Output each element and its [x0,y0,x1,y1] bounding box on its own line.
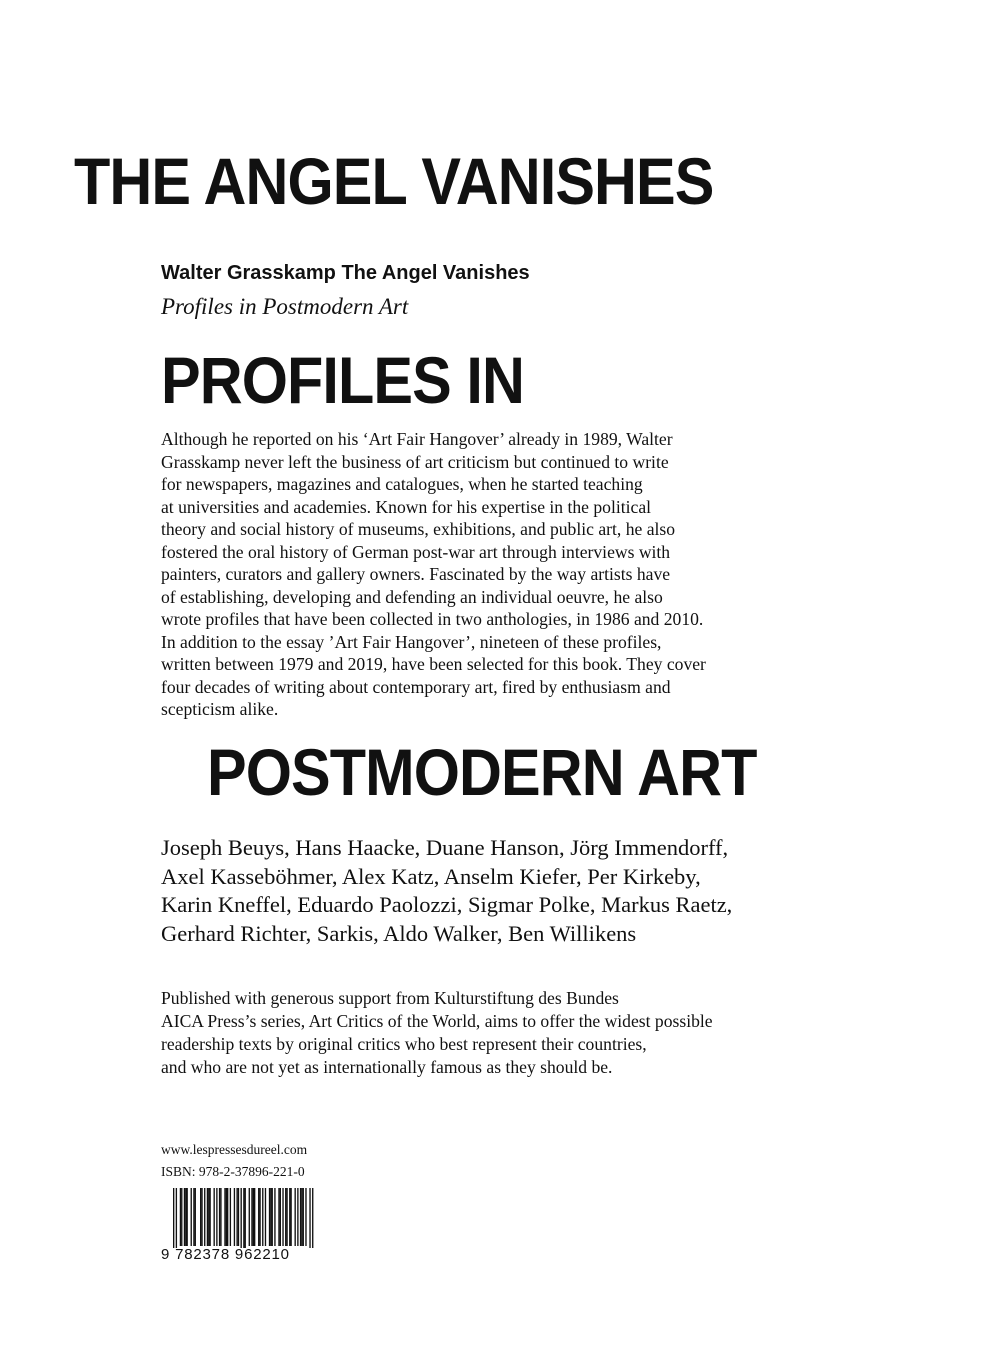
barcode-bar [230,1188,231,1246]
artists-line: Joseph Beuys, Hans Haacke, Duane Hanson, Jörg Immendorff, [161,835,729,860]
barcode-bar [227,1188,228,1246]
barcode-bar [191,1188,192,1246]
isbn-barcode [161,1188,321,1268]
barcode-bar [309,1188,310,1248]
barcode-bar [173,1188,174,1248]
barcode-bar [245,1188,246,1248]
barcode-bar [282,1188,283,1246]
blurb-line: Grasskamp never left the business of art criticism but continued to write [161,451,669,472]
barcode-bar [207,1188,208,1246]
barcode-bar [258,1188,259,1246]
artists-line: Gerhard Richter, Sarkis, Aldo Walker, Ben Willikens [161,920,637,946]
barcode-bars [161,1188,321,1248]
barcode-bar [193,1188,194,1246]
barcode-bar [185,1188,186,1246]
cover-title: THE ANGEL VANISHES [74,144,714,218]
artists-list [161,834,732,948]
barcode-bar [234,1188,235,1246]
barcode-bar [216,1188,217,1246]
barcode-bar [187,1188,188,1246]
blurb-line: at universities and academies. Known for his expertise in the political [161,496,652,517]
publisher-line: AICA Press’s series, Art Critics of the World, aims to offer the widest possible [161,1011,713,1031]
blurb-line: for newspapers, magazines and catalogues, when he started teaching [161,474,643,494]
publisher-website: www.lespressesdureel.com [161,1142,308,1157]
barcode-bar [181,1188,182,1246]
blurb-line: written between 1979 and 2019, have been selected for this book. They cover [161,654,706,674]
blurb-line: scepticism alike. [161,699,279,719]
barcode-bar [184,1188,185,1246]
barcode-bar [220,1188,221,1246]
publisher-line: Published with generous support from Kulturstiftung des Bundes [161,988,619,1008]
barcode-bar [312,1188,313,1248]
barcode-bar [289,1188,290,1246]
barcode-bar [262,1188,263,1246]
blurb-line: wrote profiles that have been collected in two anthologies, in 1986 and 2010. [161,609,704,629]
barcode-bar [200,1188,201,1246]
blurb-line: of establishing, developing and defending an individual oeuvre, he also [161,586,663,607]
barcode-bar [214,1188,215,1246]
barcode-bar [290,1188,291,1246]
barcode-bar [274,1188,275,1246]
barcode-digits: 9 782378 962210 [161,1246,290,1263]
title-postmodern-art: POSTMODERN ART [207,735,757,809]
blurb-line: fostered the oral history of German post-war art through interviews with [161,541,671,562]
barcode-bar [224,1188,225,1246]
barcode-bar [303,1188,304,1246]
barcode-bar [241,1188,242,1248]
blurb-line: painters, curators and gallery owners. Fascinated by the way artists have [161,564,671,584]
barcode-bar [272,1188,273,1246]
barcode-bar [219,1188,220,1246]
barcode-bar [249,1188,250,1246]
blurb-line: theory and social history of museums, exhibitions, and public art, he also [161,519,676,539]
barcode-bar [195,1188,196,1246]
barcode-bar [270,1188,271,1246]
blurb-line: In addition to the essay ’Art Fair Hangover’, nineteen of these profiles, [161,631,662,652]
barcode-bar [251,1188,252,1246]
publisher-line: readership texts by original critics who best represent their countries, [161,1034,647,1054]
barcode-bar [305,1188,306,1246]
barcode-bar [265,1188,266,1246]
barcode-bar [297,1188,298,1246]
barcode-bar [295,1188,296,1246]
barcode-bar [285,1188,286,1246]
barcode-bar [238,1188,239,1246]
barcode-bar [208,1188,209,1246]
barcode-bar [286,1188,287,1246]
barcode-bar [254,1188,255,1246]
barcode-bar [243,1188,244,1248]
barcode-bar [204,1188,205,1246]
barcode-bar [253,1188,254,1246]
barcode-bar [180,1188,181,1246]
barcode-bar [201,1188,202,1246]
barcode-bar [259,1188,260,1246]
title-profiles-in: PROFILES IN [161,343,525,417]
isbn-number: ISBN: 978-2-37896-221-0 [161,1164,305,1179]
artists-line: Axel Kasseböhmer, Alex Katz, Anselm Kiefer, Per Kirkeby, [161,863,701,889]
barcode-bar [176,1188,177,1248]
barcode-bar [300,1188,301,1246]
barcode-bar [226,1188,227,1246]
barcode-bar [301,1188,302,1246]
author-line: Walter Grasskamp The Angel Vanishes [161,262,530,284]
publisher-line: and who are not yet as internationally famous as they should be. [161,1057,613,1077]
blurb-line: four decades of writing about contemporary art, fired by enthusiasm and [161,676,671,697]
barcode-bar [280,1188,281,1246]
barcode-bar [236,1188,237,1246]
blurb-line: Although he reported on his ‘Art Fair Hangover’ already in 1989, Walter [161,429,673,449]
barcode-bar [209,1188,210,1246]
barcode-bar [269,1188,270,1246]
book-subtitle: Profiles in Postmodern Art [161,294,409,319]
blurb-paragraph [161,428,706,721]
publisher-note [161,987,713,1079]
barcode-bar [278,1188,279,1246]
artists-line: Karin Kneffel, Eduardo Paolozzi, Sigmar Polke, Markus Raetz, [161,892,733,917]
